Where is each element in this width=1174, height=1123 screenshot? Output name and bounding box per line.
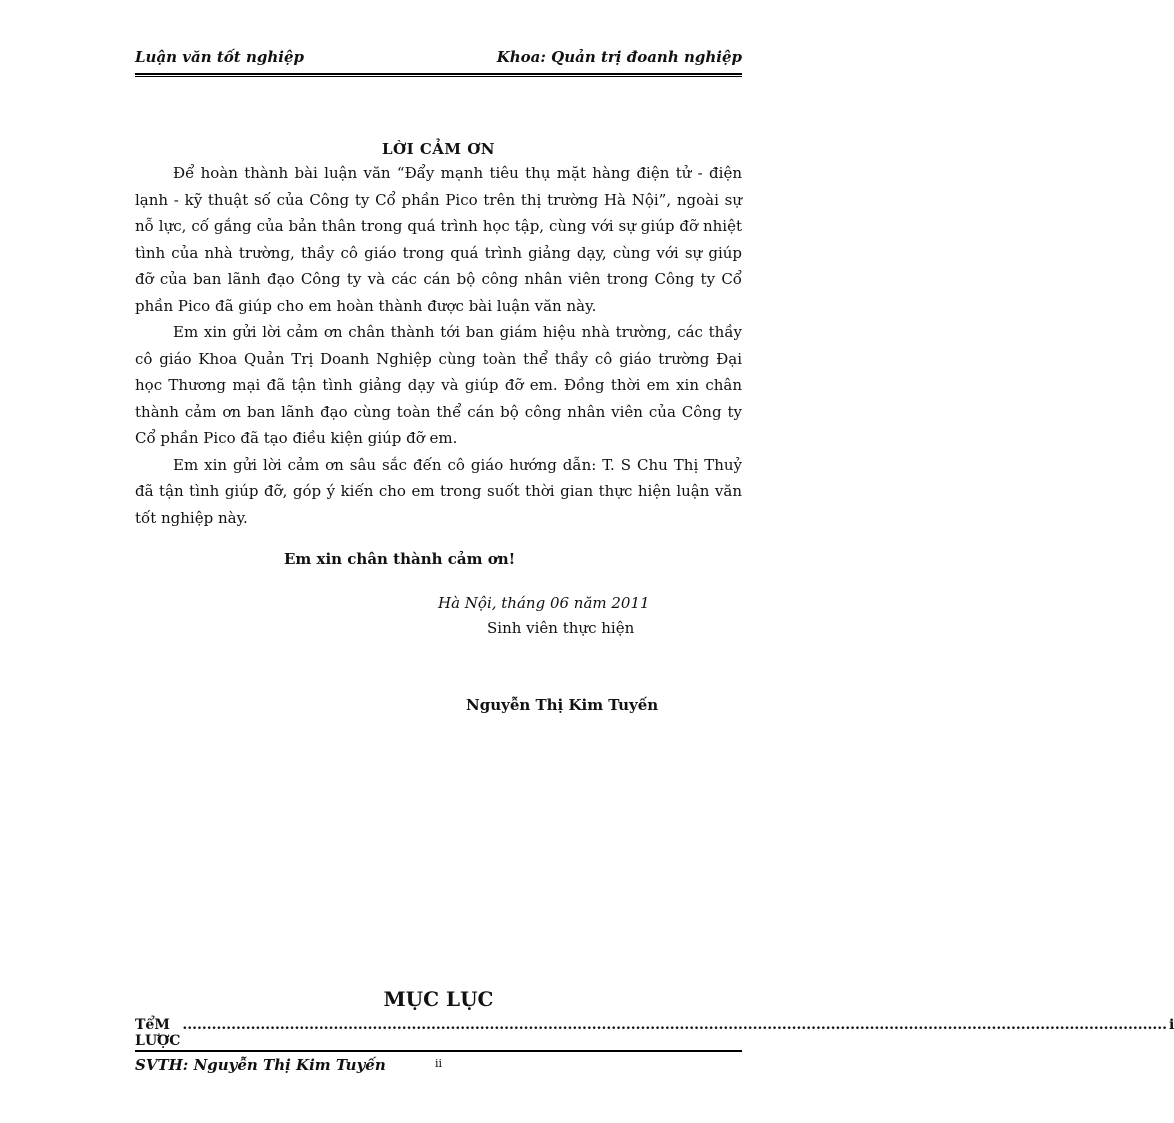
page-header (135, 48, 742, 66)
header-rule-thin (135, 76, 742, 77)
acknowledgement-title: LỜI CẢM ƠN (381, 140, 496, 158)
toc-entry[interactable] (135, 1017, 1174, 1049)
acknowledgement-paragraph-3: Em xin gửi lời cảm ơn sâu sắc đến cô giáo hướng dẫn: T. S Chu Thị Thuỷ đã tận tình giúp đỡ, góp ý kiến cho em trong suốt thời gian thực hiện luận văn tốt nghiệp này. (135, 455, 742, 527)
author-name: Nguyễn Thị Kim Tuyến (466, 696, 659, 714)
place-date: Hà Nội, tháng 06 năm 2011 (438, 594, 650, 612)
toc-entry-page: i (1168, 1017, 1174, 1033)
author-role: Sinh viên thực hiện (487, 619, 635, 637)
acknowledgement-body (135, 160, 742, 531)
footer-page-number: ii (435, 1057, 443, 1070)
toc-leader-dots: .......................................................................................................................................................................................................... (182, 1017, 1167, 1033)
toc-entry-label: TểM LƯỢC (135, 1017, 181, 1049)
footer-author: SVTH: Nguyễn Thị Kim Tuyến (135, 1056, 386, 1074)
footer-rule (135, 1050, 742, 1052)
header-thesis-label: Luận văn tốt nghiệp (135, 48, 304, 66)
acknowledgement-paragraph-2: Em xin gửi lời cảm ơn chân thành tới ban giám hiệu nhà trường, các thầy cô giáo Khoa Quản Trị Doanh Nghiệp cùng toàn thể thầy cô giáo trường Đại học Thương mại đã tận tình giảng dạy và giúp đỡ em. Đồng thời em xin chân thành cảm ơn ban lãnh đạo cùng toàn thể cán bộ công nhân viên của Công ty Cổ phần Pico đã tạo điều kiện giúp đỡ em. (135, 323, 742, 447)
acknowledgement-paragraph-1: Để hoàn thành bài luận văn “Đẩy mạnh tiêu thụ mặt hàng điện tử - điện lạnh - kỹ thuật số của Công ty Cổ phần Pico trên thị trường Hà Nội”, ngoài sự nỗ lực, cố gắng của bản thân trong quá trình học tập, cùng với sự giúp đỡ nhiệt tình của nhà trường, thầy cô giáo trong quá trình giảng dạy, cùng với sự giúp đỡ của ban lãnh đạo Công ty và các cán bộ công nhân viên trong Công ty Cổ phần Pico đã giúp cho em hoàn thành được bài luận văn này. (135, 164, 742, 315)
toc-title: MỤC LỤC (383, 987, 494, 1011)
closing-line: Em xin chân thành cảm ơn! (284, 550, 516, 568)
header-faculty-label: Khoa: Quản trị đoanh nghiệp (496, 48, 742, 66)
header-rule-thick (135, 73, 742, 75)
